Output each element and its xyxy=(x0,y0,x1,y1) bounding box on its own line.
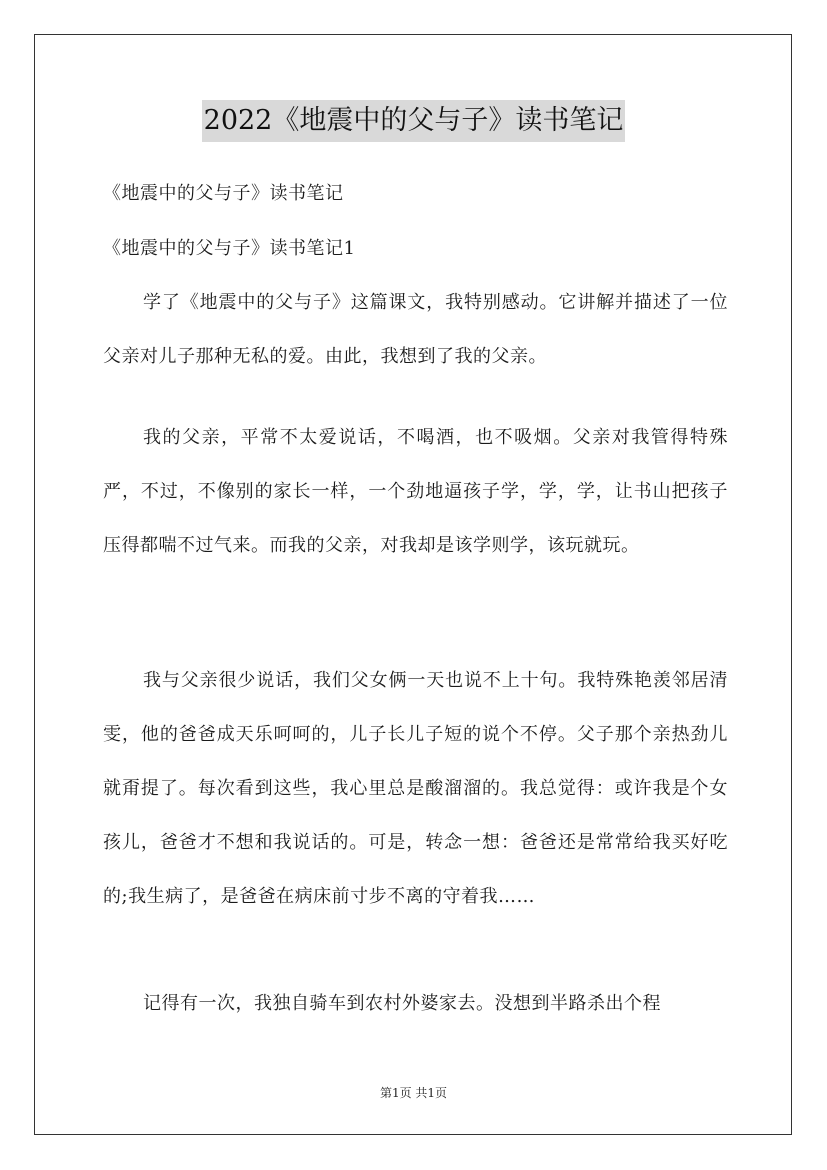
paragraph-3: 我与父亲很少说话，我们父女俩一天也说不上十句。我特殊艳羡邻居清雯，他的爸爸成天乐呵呵的，儿子长儿子短的说个不停。父子那个亲热劲儿就甭提了。每次看到这些，我心里总是酸溜溜的。我总觉得：或许我是个女孩儿，爸爸才不想和我说话的。可是，转念一想：爸爸还是常常给我买好吃的;我生病了，是爸爸在病床前寸步不离的守着我…… xyxy=(103,670,728,907)
title-container xyxy=(0,100,827,142)
paragraph-2: 我的父亲，平常不太爱说话，不喝酒，也不吸烟。父亲对我管得特殊严，不过，不像别的家长一样，一个劲地逼孩子学，学，学，让书山把孩子压得都喘不过气来。而我的父亲，对我却是该学则学，该玩就玩。 xyxy=(103,427,728,556)
section-heading: 《地震中的父与子》读书笔记1 xyxy=(103,238,356,259)
document-title: 2022《地震中的父与子》读书笔记 xyxy=(202,100,626,142)
paragraph-1: 学了《地震中的父与子》这篇课文，我特别感动。它讲解并描述了一位父亲对儿子那种无私的爱。由此，我想到了我的父亲。 xyxy=(103,292,728,367)
subtitle-heading: 《地震中的父与子》读书笔记 xyxy=(103,183,344,204)
page-footer: 第1页 共1页 xyxy=(379,1086,448,1100)
paragraph-4: 记得有一次，我独自骑车到农村外婆家去。没想到半路杀出个程 xyxy=(143,993,661,1014)
